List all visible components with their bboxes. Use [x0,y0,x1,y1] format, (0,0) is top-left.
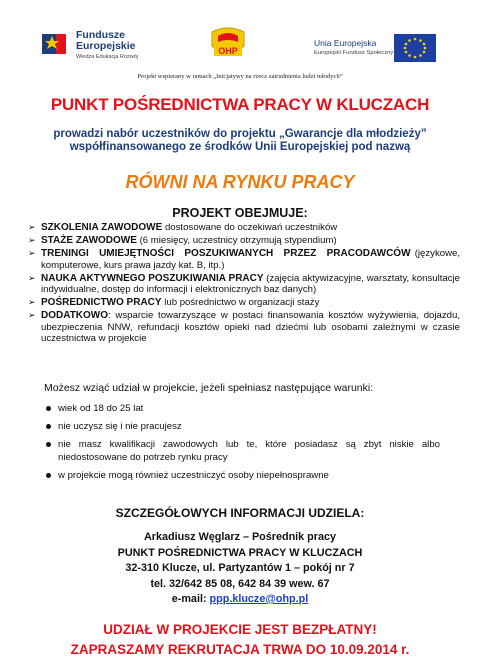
project-name: RÓWNI NA RYNKU PRACY [125,172,355,192]
funding-note: Projekt wspierany w ramach „Inicjatywy na rzecz zatrudnienia ludzi młodych” [137,73,343,80]
arrow-bullet-icon: ➢ [28,235,36,245]
item-text: (zajęcia aktywizacyjne, warsztaty, konsultacje indywidualne, dostęp do informacji i elektronicznych baz danych) [41,272,460,295]
contact-office: PUNKT POŚREDNICTWA PRACY W KLUCZACH [117,546,363,559]
item-key: NAUKA AKTYWNEGO POSZUKIWANIA PRACY [41,272,264,284]
eu-flag-icon [394,34,436,62]
contact-person: Arkadiusz Węglarz – Pośrednik pracy [143,531,336,543]
ohp-logo [204,26,252,64]
item-key: TRENINGI UMIEJĘTNOŚCI POSZUKIWANYCH PRZEZ PRACODAWCÓW [41,248,411,259]
email-label: e-mail: [171,593,210,605]
item-text: lub pośrednictwo w organizacji staży [161,297,320,308]
item-text: dostosowane do oczekiwań uczestników [162,222,338,233]
condition-item: nie masz kwalifikacji zawodowych lub te, które posiadasz są zbyt niskie albo niedostosowane do potrzeb rynku pracy [44,438,440,464]
arrow-bullet-icon: ➢ [28,297,36,307]
conditions-intro: Możesz wziąć udział w projekcie, jeżeli spełniasz następujące warunki: [44,382,374,394]
recruitment-deadline-note: ZAPRASZAMY REKRUTACJA TRWA DO 10.09.2014 r. [70,642,410,657]
fe-star-icon [42,32,70,56]
includes-heading: PROJEKT OBEJMUJE: [172,206,308,220]
condition-item: nie uczysz się i nie pracujesz [44,420,440,433]
item-key: POŚREDNICTWO PRACY [41,297,162,308]
arrow-bullet-icon: ➢ [28,248,36,258]
fundusze-europejskie-logo [42,30,162,62]
list-item [28,297,460,309]
list-item [28,273,460,296]
email-link[interactable]: ppp.klucze@ohp.pl [209,593,309,605]
item-text: (językowe, komputerowe, kurs prawa jazdy kat. B, itp.) [41,248,461,271]
item-key: STAŻE ZAWODOWE [41,235,137,246]
project-items-list [28,222,460,346]
fe-name: Fundusze Europejskie [76,29,136,52]
item-text: (6 miesięcy, uczestnicy otrzymują stypendium) [136,235,337,246]
arrow-bullet-icon: ➢ [28,222,36,232]
ue-subtitle: Europejski Fundusz Społeczny [314,50,394,56]
ohp-label: OHP [218,46,238,56]
logo-bar [0,0,480,70]
details-heading: SZCZEGÓŁOWYCH INFORMACJI UDZIELA: [115,506,365,520]
list-item [28,310,460,345]
arrow-bullet-icon: ➢ [28,272,36,283]
item-text: : wsparcie towarzyszące w postaci finansowania kosztów wyżywienia, dojazdu, ubezpieczenia NNW, refundacji kosztów opieki nad dziećmi lub osobami zależnymi w czasie uczestnictwa w projekcie [41,310,460,344]
ue-name: Unia Europejska [314,38,377,48]
item-key: DODATKOWO [41,310,109,321]
free-participation-note: UDZIAŁ W PROJEKCIE JEST BEZPŁATNY! [103,622,377,637]
conditions-list [44,402,440,487]
fe-subtitle: Wiedza Edukacja Rozwój [76,54,139,60]
contact-phone: tel. 32/642 85 08, 642 84 39 wew. 67 [150,577,330,590]
list-item [28,248,460,271]
contact-block [0,530,480,608]
list-item [28,222,460,234]
intro-text [0,128,480,154]
list-item [28,235,460,247]
contact-email-row [0,592,480,608]
arrow-bullet-icon: ➢ [28,310,36,320]
main-title: PUNKT POŚREDNICTWA PRACY W KLUCZACH [50,95,430,114]
intro-line-2: współfinansowanego ze środków Unii Europejskiej pod nazwą [69,141,411,153]
condition-item: w projekcie mogą również uczestniczyć osoby niepełnosprawne [44,469,440,482]
ohp-emblem-icon [204,26,252,64]
condition-item: wiek od 18 do 25 lat [44,402,440,415]
intro-line-1: prowadzi nabór uczestników do projektu „Gwarancje dla młodzieży” [53,128,427,140]
contact-address: 32-310 Klucze, ul. Partyzantów 1 – pokój nr 7 [125,562,355,574]
item-key: SZKOLENIA ZAWODOWE [41,222,163,233]
unia-europejska-logo [314,30,444,66]
